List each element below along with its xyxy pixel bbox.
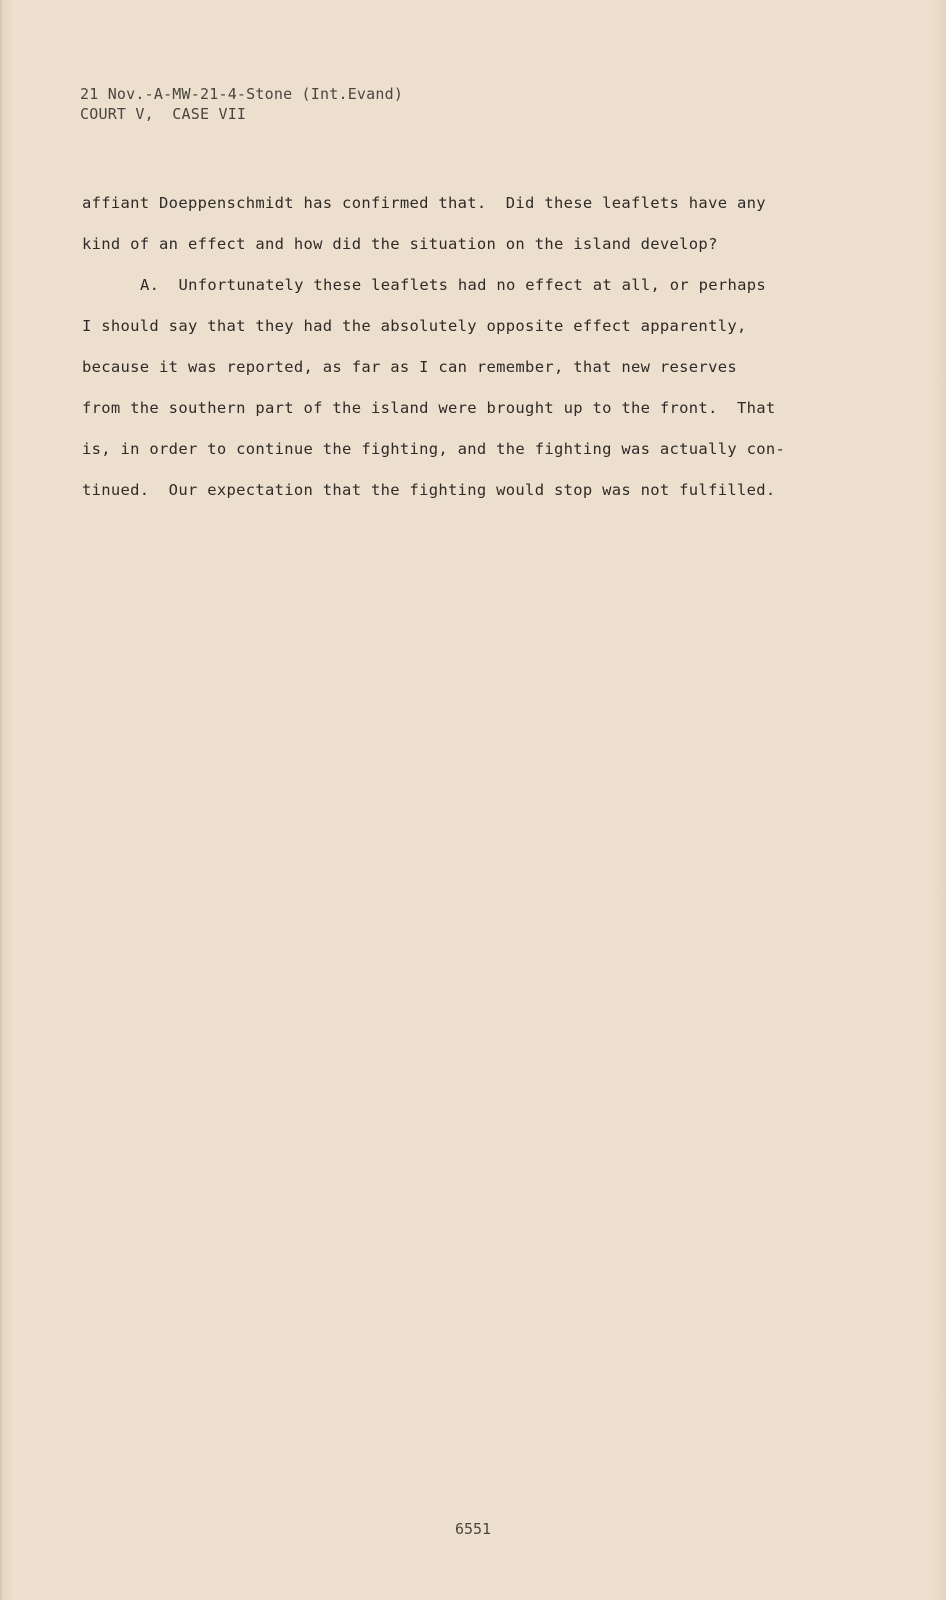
transcript-line: kind of an effect and how did the situation on the island develop? [82, 235, 718, 253]
transcript-line: is, in order to continue the fighting, and the fighting was actually con- [82, 440, 786, 458]
transcript-line: from the southern part of the island were brought up to the front. That [82, 399, 776, 417]
transcript-line-answer-start: A. Unfortunately these leaflets had no effect at all, or perhaps [140, 276, 767, 294]
page-number: 6551 [454, 1520, 492, 1538]
header-court-case: COURT V, CASE VII [80, 105, 247, 123]
page-edge [0, 0, 2, 1600]
transcript-line: I should say that they had the absolutely opposite effect apparently, [82, 317, 747, 335]
header-session-reference: 21 Nov.-A-MW-21-4-Stone (Int.Evand) [80, 85, 404, 103]
transcript-line: because it was reported, as far as I can remember, that new reserves [82, 358, 737, 376]
document-header [80, 84, 600, 124]
transcript-line: affiant Doeppenschmidt has confirmed that. Did these leaflets have any [82, 194, 766, 212]
transcript-body [82, 183, 842, 511]
transcript-line: tinued. Our expectation that the fighting would stop was not fulfilled. [82, 481, 776, 499]
